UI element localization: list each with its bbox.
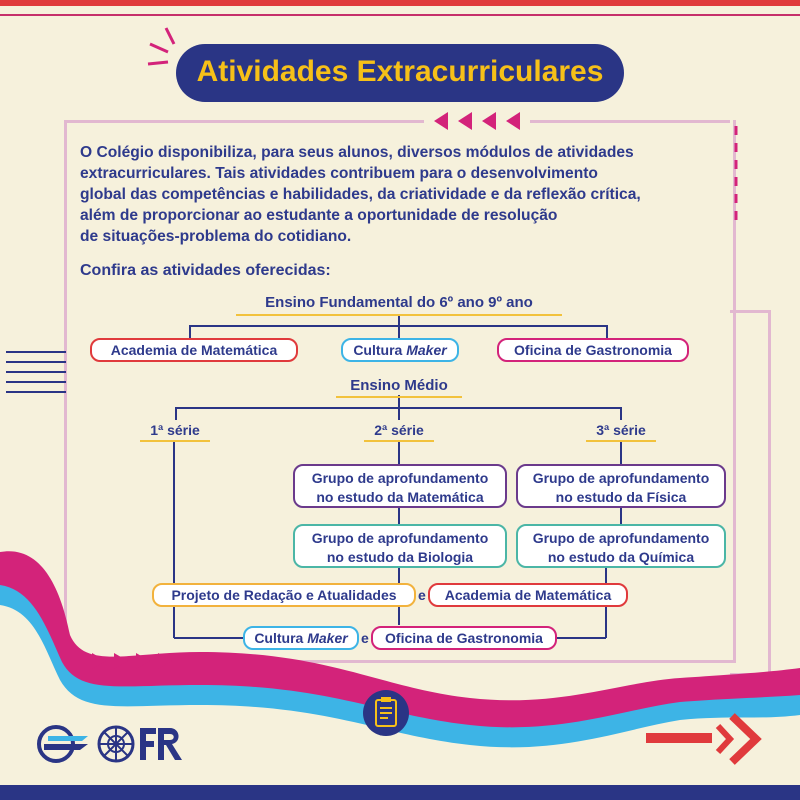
conjunction-e: e	[418, 587, 426, 603]
box-line: Grupo de aprofundamento	[532, 530, 710, 546]
header-underline	[336, 396, 462, 398]
fundamental-header: Ensino Fundamental do 6º ano 9º ano	[265, 294, 533, 311]
intro-line: além de proporcionar ao estudante a oportunidade de resolução	[80, 207, 558, 224]
conjunction-e: e	[361, 630, 369, 646]
pill-label-italic: Maker	[307, 630, 348, 646]
medio-header: Ensino Médio	[350, 377, 448, 394]
box-aprof-quimica	[516, 524, 726, 568]
intro-line: de situações-problema do cotidiano.	[80, 228, 352, 245]
bottom-bar	[0, 785, 800, 800]
serie-underline	[586, 440, 656, 442]
box-line: no estudo da Biologia	[326, 549, 474, 565]
header-underline	[236, 314, 562, 316]
pill-oficina-gastronomia: Oficina de Gastronomia	[497, 338, 689, 362]
box-line: Grupo de aprofundamento	[532, 470, 710, 486]
clipboard-icon	[361, 688, 411, 738]
pill-label-italic: Maker	[406, 342, 447, 358]
serie-2-label: 2ª série	[374, 422, 424, 438]
box-line: Grupo de aprofundamento	[311, 530, 489, 546]
serie-3-label: 3ª série	[596, 422, 646, 438]
triangles-right-icon	[90, 651, 180, 671]
pill-academia-matematica: Academia de Matemática	[90, 338, 298, 362]
box-line: no estudo da Física	[555, 489, 687, 505]
pill-cultura-maker	[341, 338, 459, 362]
rotary-logo-icon	[96, 724, 186, 764]
serie-underline	[140, 440, 210, 442]
arrow-right-icon[interactable]	[646, 712, 766, 768]
intro-line: O Colégio disponibiliza, para seus alunos, diversos módulos de atividades	[80, 144, 634, 161]
box-aprof-matematica	[293, 464, 507, 508]
serie-1-label: 1ª série	[150, 422, 200, 438]
box-aprof-biologia	[293, 524, 507, 568]
school-logo-icon	[36, 724, 94, 764]
box-aprof-fisica	[516, 464, 726, 508]
pill-label: Cultura	[353, 342, 403, 358]
page-title: Atividades Extracurriculares	[196, 55, 604, 88]
pill-projeto-redacao: Projeto de Redação e Atualidades	[152, 583, 416, 607]
intro-line: extracurriculares. Tais atividades contribuem para o desenvolvimento	[80, 165, 598, 182]
pill-cultura-maker-medio	[243, 626, 359, 650]
intro-line: global das competências e habilidades, da criatividade e da reflexão crítica,	[80, 186, 641, 203]
box-line: Grupo de aprofundamento	[311, 470, 489, 486]
serie-underline	[364, 440, 434, 442]
confira-heading: Confira as atividades oferecidas:	[80, 262, 331, 279]
pill-academia-matematica-medio: Academia de Matemática	[428, 583, 628, 607]
pill-label: Cultura	[254, 630, 304, 646]
box-line: no estudo da Matemática	[316, 489, 484, 505]
pill-oficina-gastronomia-medio: Oficina de Gastronomia	[371, 626, 557, 650]
box-line: no estudo da Química	[547, 549, 695, 565]
